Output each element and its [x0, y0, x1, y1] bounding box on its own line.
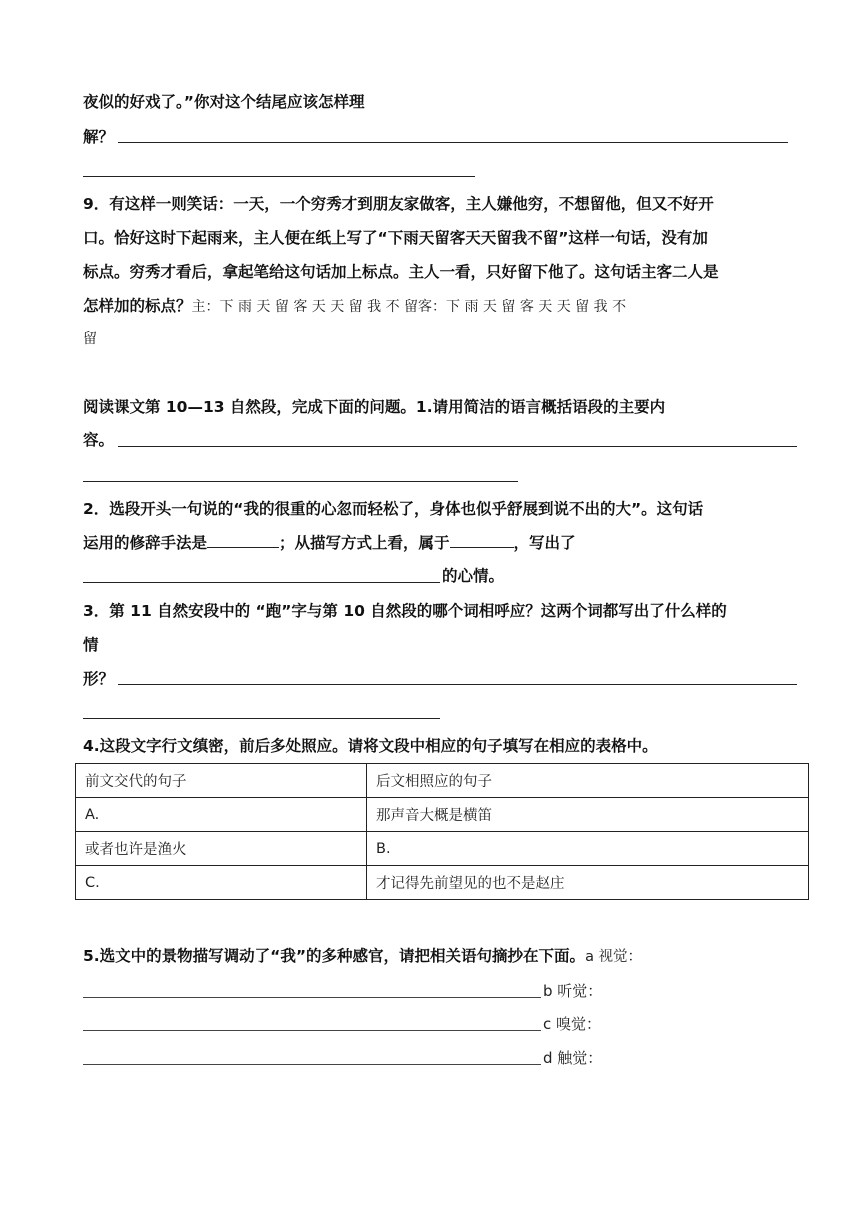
table-row	[76, 832, 809, 866]
table-cell-a[interactable]: A.	[76, 798, 367, 832]
table-header-cell: 前文交代的句子	[76, 764, 367, 798]
q3-line2: 情	[83, 636, 99, 654]
q9-question: 怎样加的标点？	[83, 297, 192, 315]
q8-answer-line-2[interactable]	[83, 176, 475, 177]
table-cell-b[interactable]: B.	[367, 832, 809, 866]
q5-sense-a: a 视觉：	[585, 949, 643, 965]
table-header-cell: 后文相照应的句子	[367, 764, 809, 798]
q3-answer-line-2[interactable]	[83, 718, 440, 719]
q2-mood-suffix: 的心情。	[442, 567, 505, 585]
q5-sense-b: b 听觉：	[543, 982, 603, 1000]
reading-q1-label: 容。	[83, 431, 115, 449]
q2-mood-blank[interactable]	[83, 582, 440, 583]
q2-description-blank[interactable]	[450, 533, 514, 548]
table-cell: 那声音大概是横笛	[367, 798, 809, 832]
table-row	[76, 764, 809, 798]
q5-answer-line-a[interactable]	[83, 997, 541, 998]
q5-prompt: 5.选文中的景物描写调动了“我”的多种感官，请把相关语句摘抄在下面。	[83, 947, 586, 965]
q9-line3: 标点。穷秀才看后，拿起笔给这句话加上标点。主人一看，只好留下他了。这句话主客二人是	[83, 263, 719, 281]
reading-q1-answer-line-2[interactable]	[83, 481, 518, 482]
q5-answer-line-c[interactable]	[83, 1064, 541, 1065]
q2-line1: 2．选段开头一句说的“我的很重的心忽而轻松了，身体也似乎舒展到说不出的大”。这句话	[83, 500, 704, 518]
q9-line1: 9．有这样一则笑话：一天，一个穷秀才到朋友家做客，主人嫌他穷，不想留他，但又不好开	[83, 195, 714, 213]
q3-answer-label: 形？	[83, 670, 115, 688]
q9-guest-version: 客：下 雨 天 留 客 天 天 留 我 不	[418, 299, 627, 315]
q5-sense-d: d 触觉：	[543, 1049, 603, 1067]
q2-wrote-label: ，写出了	[513, 534, 576, 552]
q5-sense-c: c 嗅觉：	[543, 1015, 602, 1033]
table-cell: 才记得先前望见的也不是赵庄	[367, 866, 809, 900]
q8-answer-label: 解？	[83, 128, 115, 146]
q2-rhetoric-label: 运用的修辞手法是	[83, 534, 208, 552]
table-cell: 或者也许是渔火	[76, 832, 367, 866]
table-cell-c[interactable]: C.	[76, 866, 367, 900]
q8-answer-line-1[interactable]	[118, 142, 788, 143]
q9-line5: 留	[83, 331, 97, 347]
q2-rhetoric-blank[interactable]	[207, 533, 279, 548]
q3-answer-line-1[interactable]	[118, 684, 797, 685]
q5-answer-line-b[interactable]	[83, 1030, 541, 1031]
q2-line2	[83, 533, 576, 553]
q5-line	[83, 946, 642, 967]
q4-prompt: 4.这段文字行文缜密，前后多处照应。请将文段中相应的句子填写在相应的表格中。	[83, 737, 658, 755]
q2-description-label: ；从描写方式上看，属于	[279, 534, 450, 552]
q8-line1: 夜似的好戏了。”你对这个结尾应该怎样理	[83, 93, 365, 111]
table-row	[76, 798, 809, 832]
q9-line4	[83, 296, 626, 317]
q4-table	[75, 763, 809, 900]
reading-instruction: 阅读课文第 10—13 自然段，完成下面的问题。1.请用简洁的语言概括语段的主要内	[83, 398, 666, 416]
q9-line2: 口。恰好这时下起雨来，主人便在纸上写了“下雨天留客天天留我不留”这样一句话，没有加	[83, 229, 708, 247]
reading-q1-answer-line-1[interactable]	[118, 446, 797, 447]
table-row	[76, 866, 809, 900]
q9-host-version: 主：下 雨 天 留 客 天 天 留 我 不 留	[191, 299, 419, 315]
q3-line1: 3．第 11 自然安段中的 “跑”字与第 10 自然段的哪个词相呼应？这两个词都写出了什么样的	[83, 602, 727, 620]
